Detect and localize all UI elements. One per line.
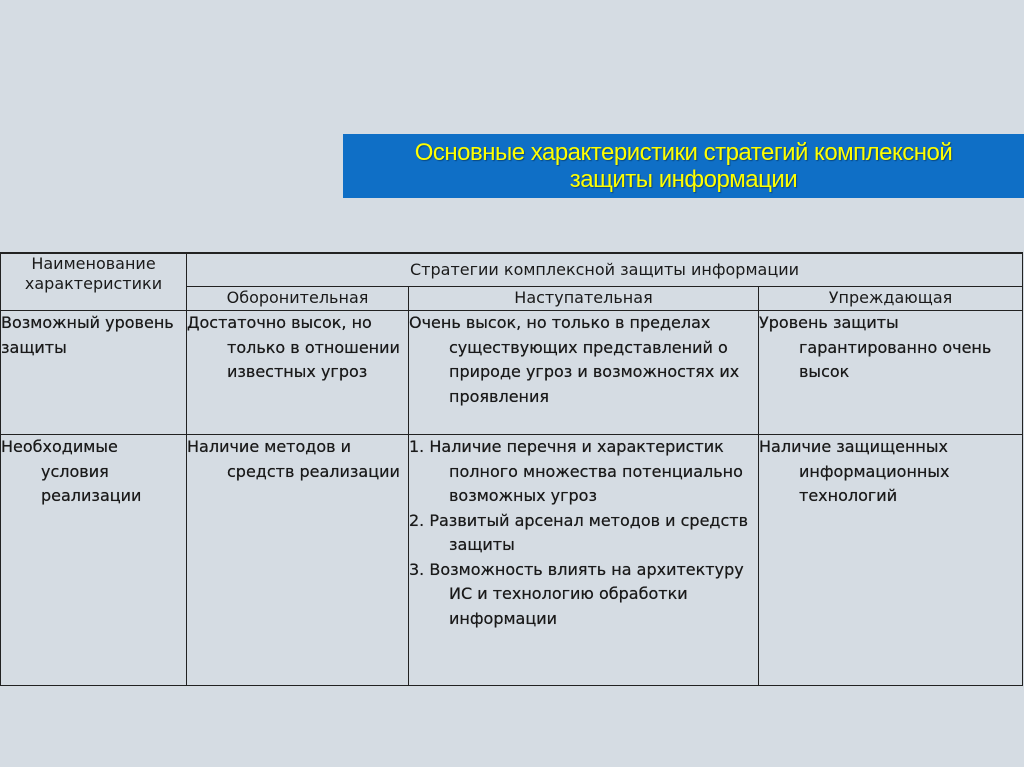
row-level-preemptive xyxy=(759,311,1023,435)
cell-text: Наличие методов и средств реализации xyxy=(187,437,400,481)
row-conditions-offensive xyxy=(409,435,759,686)
row-level-name xyxy=(1,311,187,435)
cell-text: Необходимые условия реализации xyxy=(1,437,142,505)
row-conditions-preemptive xyxy=(759,435,1023,686)
list-item: 3. Возможность влиять на архитектуру ИС и технологию обработки информации xyxy=(409,559,744,628)
cell-text: Очень высок, но только в пределах существующих представлений о природе угроз и возможностях их проявления xyxy=(409,313,740,406)
table-row xyxy=(1,311,1023,435)
cell-text: Наличие защищенных информационных технологий xyxy=(759,437,950,505)
header-strategies-group: Стратегии комплексной защиты информации xyxy=(187,253,1023,286)
header-offensive: Наступательная xyxy=(409,286,759,310)
slide-title xyxy=(343,134,1024,198)
cell-text: Возможный уровень защиты xyxy=(1,313,174,357)
row-level-defensive xyxy=(187,311,409,435)
slide-title-line-2: защиты информации xyxy=(569,166,798,193)
slide-title-line-1: Основные характеристики стратегий комплексной xyxy=(414,139,953,166)
header-characteristic: Наименование характеристики xyxy=(1,253,187,311)
row-conditions-name xyxy=(1,435,187,686)
table-row xyxy=(1,435,1023,686)
cell-text: Достаточно высок, но только в отношении известных угроз xyxy=(187,313,400,381)
header-defensive: Оборонительная xyxy=(187,286,409,310)
cell-text: Уровень защиты гарантированно очень высок xyxy=(759,313,992,381)
list-item: 2. Развитый арсенал методов и средств защиты xyxy=(409,510,749,554)
header-preemptive: Упреждающая xyxy=(759,286,1023,310)
row-level-offensive xyxy=(409,311,759,435)
strategy-comparison-table xyxy=(0,252,1023,686)
row-conditions-defensive xyxy=(187,435,409,686)
list-item: 1. Наличие перечня и характеристик полного множества потенциально возможных угроз xyxy=(409,437,743,505)
